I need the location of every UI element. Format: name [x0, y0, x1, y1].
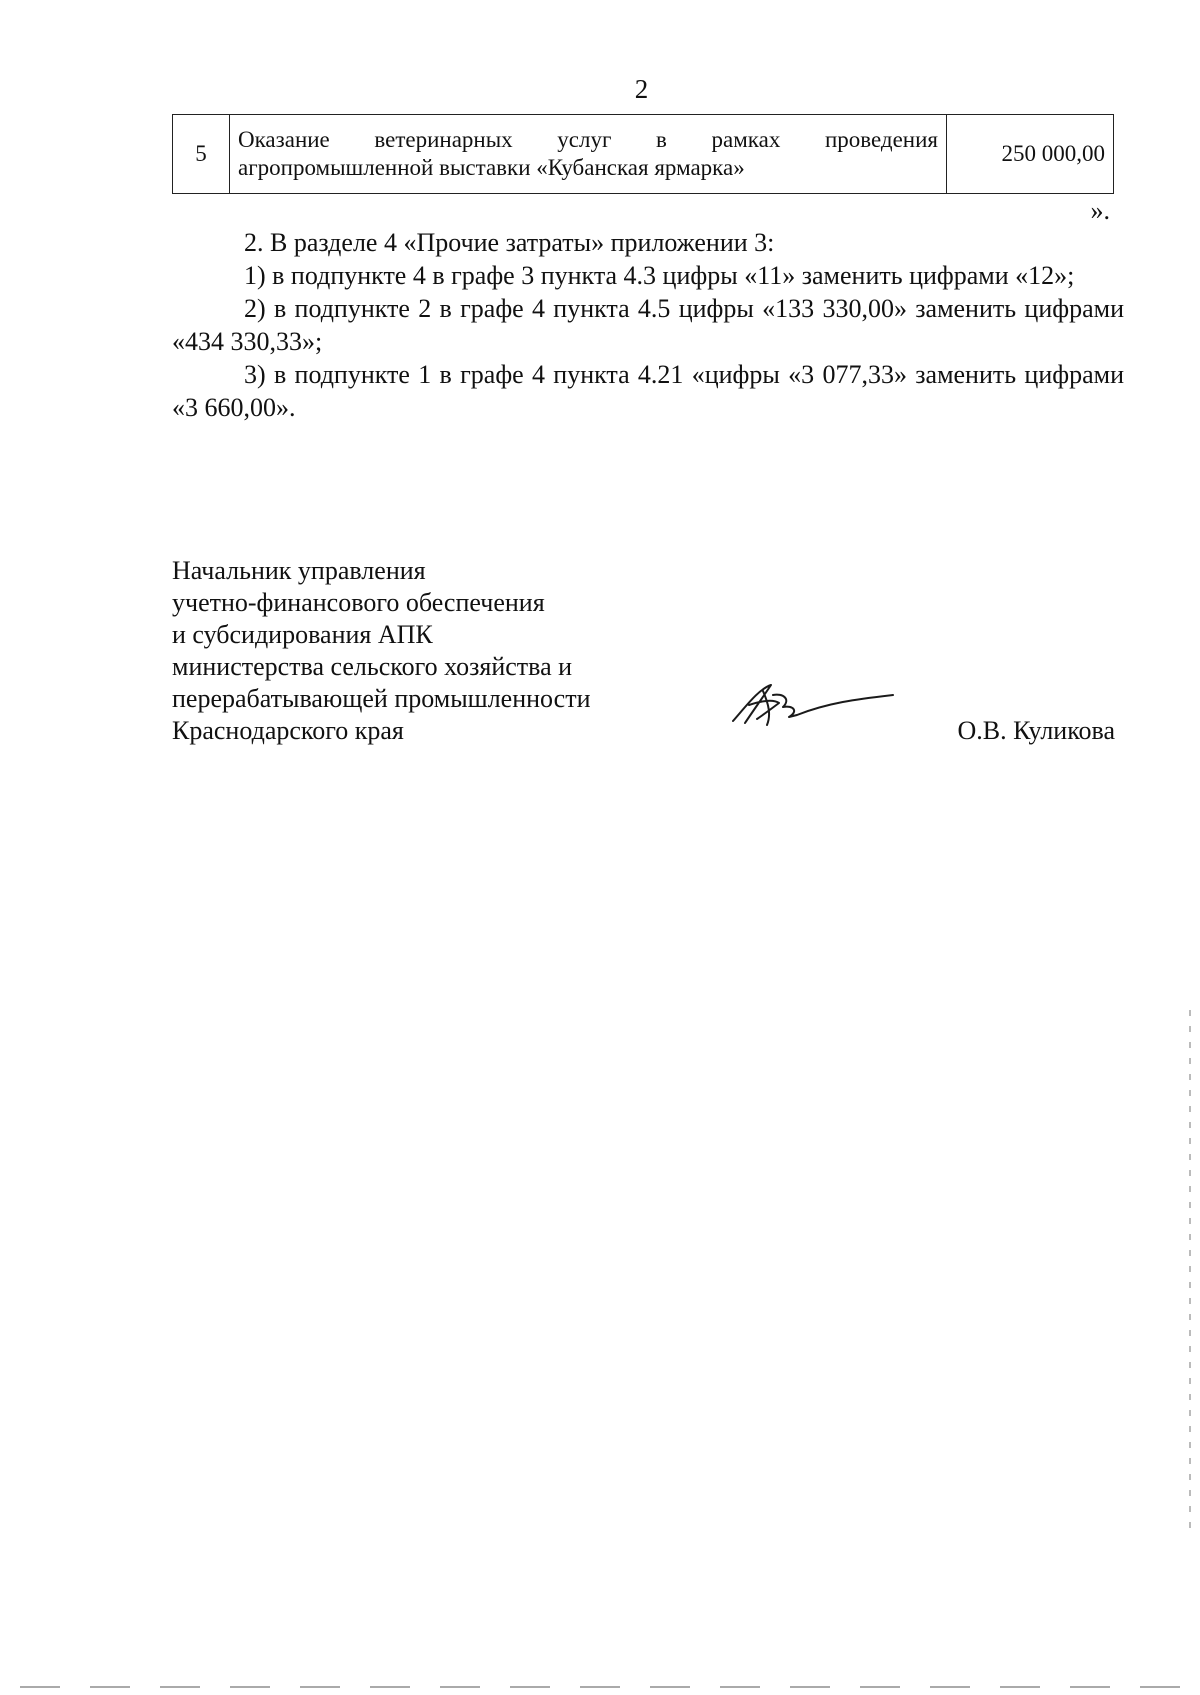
- signer-position-line: и субсидирования АПК: [172, 620, 433, 649]
- scan-artifact-bottom: [20, 1686, 1180, 1688]
- page-number: 2: [634, 74, 649, 104]
- signer-position-line: перерабатывающей промышленности: [172, 684, 591, 713]
- handwritten-signature: [727, 675, 897, 735]
- closing-quote: ».: [1090, 196, 1110, 225]
- row-description-cell: Оказание ветеринарных услуг в рамках проведения агропромышленной выставки «Кубанская ярмарка»: [230, 115, 947, 194]
- row-amount-cell: 250 000,00: [947, 115, 1114, 194]
- signer-position: [172, 555, 591, 747]
- signer-name: О.В. Куликова: [957, 716, 1115, 745]
- amendment-text: [172, 226, 1124, 424]
- signer-position-line: учетно-финансового обеспечения: [172, 588, 545, 617]
- table-row: [173, 115, 1114, 194]
- scan-artifact-edge: [1189, 1010, 1191, 1530]
- amendment-table: [172, 114, 1114, 194]
- paragraph-item-2: 2) в подпункте 2 в графе 4 пункта 4.5 цифры «133 330,00» заменить цифрами «434 330,33»;: [172, 294, 1124, 356]
- signer-position-line: Начальник управления: [172, 556, 426, 585]
- signer-position-line: министерства сельского хозяйства и: [172, 652, 573, 681]
- paragraph-section-4: 2. В разделе 4 «Прочие затраты» приложении 3:: [244, 228, 775, 257]
- row-number-cell: 5: [173, 115, 230, 194]
- paragraph-item-1: 1) в подпункте 4 в графе 3 пункта 4.3 цифры «11» заменить цифрами «12»;: [244, 261, 1075, 290]
- paragraph-item-3: 3) в подпункте 1 в графе 4 пункта 4.21 «цифры «3 077,33» заменить цифрами «3 660,00».: [172, 360, 1124, 422]
- signer-position-line: Краснодарского края: [172, 716, 404, 745]
